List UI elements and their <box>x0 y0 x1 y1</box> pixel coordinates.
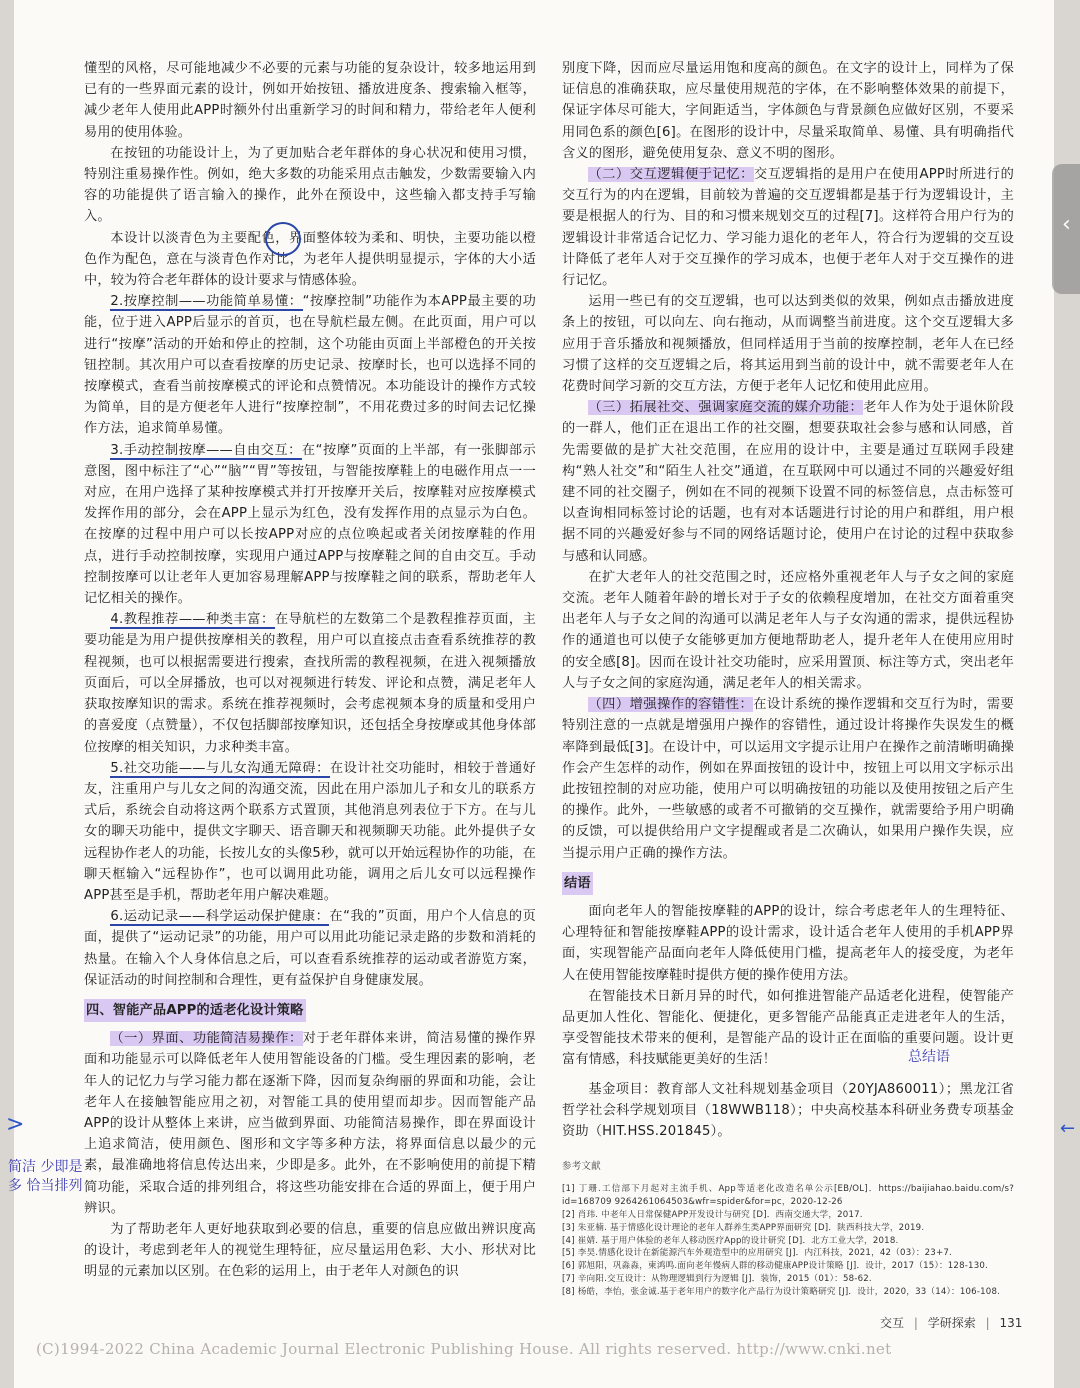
references-title: 参考文献 <box>562 1161 601 1173</box>
subsection-lead: （一）界面、功能简洁易操作： <box>110 1031 303 1047</box>
left-column <box>84 58 536 1283</box>
journal-page <box>14 0 1054 1388</box>
subsection-lead: 3.手动控制按摩——自由交互： <box>110 442 302 458</box>
paragraph <box>84 440 536 610</box>
reference-item: [8] 杨皓，李怡，张金诚.基于老年用户的数字化产品行为设计策略研究 [J]．设计，2020，33（14）：106-108. <box>562 1286 1001 1297</box>
paragraph <box>562 694 1014 864</box>
pen-circle-annotation <box>265 222 301 256</box>
section-heading: 四、智能产品APP的适老化设计策略 <box>84 999 306 1022</box>
paragraph-text: 面向老年人的智能按摩鞋的APP的设计，综合考虑老年人的生理特征、心理特征和智能按摩鞋APP的设计需求，设计适合老年人使用的手机APP界面，实现智能产品面向老年人降低使用门槛，提高老年人的接受度，为老年人在使用智能按摩鞋时提供方便的操作使用方法。 <box>562 903 1014 983</box>
paragraph <box>562 58 1014 164</box>
paragraph-text: 老年人作为处于退休阶段的一群人，他们正在退出工作的社交圈，想要获取社会参与感和认同感，首先需要做的是扩大社交范围，在应用的设计中，主要是通过互联网手段建构“熟人社交”和“陌生人社交”通道，在互联网中可以通过不同的兴趣爱好组建不同的社交圈子，例如在不同的视频下设置不同的标签信息，点击标签可以查询相同标签讨论的话题，也有对本话题进行讨论的用户和群组，用户根据不同的兴趣爱好参与不同的网络话题讨论，使用户在讨论的过程中获取参与感和认同感。 <box>562 400 1014 564</box>
paragraph-text: 别度下降，因而应尽量运用饱和度高的颜色。在文字的设计上，同样为了保证信息的准确获取，应尽量使用规范的字体，在不影响整体效果的前提下，保证字体尽可能大，字间距适当，字体颜色与背景颜色应做好区别，不要采用同色系的颜色[6]。在图形的设计中，尽量采取简单、易懂、具有明确指代含义的图形，避免使用复杂、意义不明的图形。 <box>562 61 1014 161</box>
paragraph-text: 在导航栏的左数第二个是教程推荐页面，主要功能是为用户提供按摩相关的教程，用户可以直接点击查看系统推荐的教程视频，也可以根据需要进行搜索，查找所需的教程视频，在进入视频播放页面后，可以全屏播放，也可以对视频进行转发、评论和点赞，满足老年人获取按摩知识的需求。系统在推荐视频时，会考虑视频本身的质量和受用户的喜爱度（点赞量），不仅包括脚部按摩知识，还包括全身按摩或其他身体部位按摩的相关知识，力求种类丰富。 <box>84 612 536 755</box>
page-number: 131 <box>999 1316 1023 1330</box>
subsection-lead: （四）增强操作的容错性： <box>588 697 754 713</box>
paragraph <box>84 228 536 292</box>
paragraph-text: 为了帮助老年人更好地获取到必要的信息，重要的信息应做出辨识度高的设计，考虑到老年人的视觉生理特征，应尽量运用色彩、大小、形状对比明显的元素加以区别。在色彩的运用上，由于老年人对颜色的识 <box>84 1221 536 1280</box>
arrow-left-icon[interactable]: ← <box>1060 1118 1076 1139</box>
paragraph <box>84 758 536 906</box>
paragraph-text: 对于老年群体来讲，简洁易懂的操作界面和功能显示可以降低老年人使用智能设备的门槛。受生理因素的影响，老年人的记忆力与学习能力都在逐渐下降，因而复杂绚丽的界面和功能，会让老年人在接触智能应用之初，对智能工具的使用望而却步。因而智能产品APP的设计从整体上来讲，应当做到界面、功能简洁易操作，即在界面设计上追求简洁，使用颜色、图形和文字等多种方法，将界面信息以最少的元素，最准确地将信息传达出来，少即是多。此外，在不影响使用的前提下精简功能，采取合适的排列组合，将这些功能安排在合适的界面上，便于用户辨识。 <box>84 1031 536 1216</box>
paragraph <box>562 397 1014 567</box>
paragraph <box>562 567 1014 694</box>
paragraph <box>84 906 536 991</box>
paragraph <box>84 609 536 757</box>
paragraph-text: 运用一些已有的交互逻辑，也可以达到类似的效果，例如点击播放进度条上的按钮，可以向左、向右拖动，从而调整当前进度。这个交互逻辑大多应用于音乐播放和视频播放，但同样适用于当前的按摩控制，老年人在已经习惯了这样的交互逻辑之后，将其运用到当前的设计中，就不需要老年人在花费时间学习新的交互方法，方便于老年人记忆和使用此应用。 <box>562 294 1014 395</box>
paragraph <box>562 164 1014 291</box>
paragraph <box>84 291 536 439</box>
paragraph <box>84 58 536 143</box>
paragraph-text: 在按钮的功能设计上，为了更加贴合老年群体的身心状况和使用习惯，特别注重易操作性。例如，绝大多数的功能采用点击触发，少数需要输入内容的功能提供了语言输入的操作，此外在预设中，这些输入都支持手写输入。 <box>84 145 536 225</box>
reference-item: [4] 崔婧. 基于用户体验的老年人移动医疗App的设计研究 [D]．北方工业大学，2018. <box>562 1235 899 1246</box>
page-footer <box>880 1314 1022 1331</box>
reference-item: [5] 李昊.情感化设计在新能源汽车外观造型中的应用研究 [J]．内江科技，2021，42（03）：23+7. <box>562 1248 952 1259</box>
reference-item: [7] 辛向阳.交互设计：从物理逻辑到行为逻辑 [J]．装饰，2015（01）：58-62. <box>562 1273 872 1284</box>
paragraph <box>84 1028 536 1219</box>
paragraph-text: 在“我的”页面，用户个人信息的页面，提供了“运动记录”的功能，用户可以用此功能记录走路的步数和消耗的热量。在输入个人身体信息之后，可以查看系统推荐的运动或者游览方案，保证活动的时间控制和合理性，更有益保护自身健康发展。 <box>84 909 536 988</box>
paragraph-text: 在扩大老年人的社交范围之时，还应格外重视老年人与子女之间的家庭交流。老年人随着年龄的增长对于子女的依赖程度增加，在社交方面着重突出老年人与子女之间的沟通可以满足老年人与子女沟通的需求，提供远程协作的通道也可以使子女能够更加方便地帮助老人，提升老年人在使用应用时的安全感[8]。因而在设计社交功能时，应采用置顶、标注等方式，突出老年人与子女之间的家庭沟通，满足老年人的相关需求。 <box>562 569 1014 691</box>
paragraph <box>562 291 1014 397</box>
funding-note <box>562 1079 1014 1143</box>
footer-section: 交互 <box>880 1316 905 1330</box>
chevron-right-icon[interactable]: > <box>6 1112 25 1137</box>
references-list <box>562 1183 1014 1298</box>
reference-item: [6] 郭旭阳，巩淼淼，柬鸿鸣.面向老年慢病人群的移动健康APP设计策略 [J]．设计，2017（15）：128-130. <box>562 1261 988 1272</box>
paragraph-text: 在设计社交功能时，相较于普通好友，注重用户与儿女之间的沟通交流，因此在用户添加儿子和女儿的联系方式后，系统会自动将这两个联系方式置顶，其他消息列表位于下方。在与儿女的聊天功能中，提供文字聊天、语音聊天和视频聊天功能。此外提供子女远程协作老人的功能，长按儿女的头像5秒，就可以开始远程协作的功能，在聊天框输入“远程协作”，也可以调用此功能，调用之后儿女可以远程操作APP甚至是手机，帮助老年用户解决难题。 <box>84 760 536 903</box>
reference-item: [2] 肖玮. 中老年人日常保健APP开发设计与研究 [D]．西南交通大学，2017. <box>562 1209 863 1220</box>
subsection-lead: 4.教程推荐——种类丰富： <box>110 612 275 628</box>
paragraph-text: 在“按摩”页面的上半部，有一张脚部示意图，图中标注了“心”“脑”“胃”等按钮，与智能按摩鞋上的电磁作用点一一对应，在用户选择了某种按摩模式并打开按摩开关后，按摩鞋对应按摩模式发挥作用的部分，会在APP上显示为红色，没有发挥作用的点显示为白色。在按摩的过程中用户可以长按APP对应的点位唤起或者关闭按摩鞋的作用点，进行手动控制按摩，实现用户通过APP与按摩鞋之间的自由交互。手动控制按摩可以让老年人更加容易理解APP与按摩鞋之间的联系，帮助老年人记忆相关的操作。 <box>84 442 536 607</box>
right-column <box>562 58 1014 1299</box>
paragraph-text: 本设计以淡青色为主要配色，界面整体较为柔和、明快，主要功能以橙色作为配色，意在与淡青色作对比，为老年人提供明显提示，字体的大小适中，较为符合老年群体的设计要求与情感体验。 <box>84 230 536 289</box>
paragraph-text: 交互逻辑指的是用户在使用APP时所进行的交互行为的内在逻辑，目前较为普遍的交互逻辑都是基于行为逻辑设计，主要是根据人的行为、目的和习惯来规划交互的过程[7]。这样符合用户行为的逻辑设计非常适合记忆力、学习能力退化的老年人，符合行为逻辑的交互设计降低了老年人对于交互操作的学习成本，也便于老年人对于交互操作的进行记忆。 <box>562 167 1014 289</box>
chevron-left-icon[interactable]: ‹ <box>1062 212 1071 237</box>
section-heading: 结语 <box>562 872 593 895</box>
subsection-lead: 2.按摩控制——功能简单易懂： <box>110 294 303 310</box>
subsection-lead: （二）交互逻辑便于记忆： <box>588 167 754 183</box>
paragraph-text: 在设计系统的操作逻辑和交互行为时，需要特别注意的一点就是增强用户操作的容错性，通过设计将操作失误发生的概率降到最低[3]。在设计中，可以运用文字提示让用户在操作之前清晰明确操作会产生怎样的动作，例如在界面按钮的设计中，按钮上可以用文字标示出此按钮控制的对应功能，使用户可以明确按钮的功能以及使用按钮之后产生的操作。此外，一些敏感的或者不可撤销的交互操作，就需要给予用户明确的反馈，可以提供给用户文字提醒或者是二次确认，如果用户操作失误，应当提示用户正确的操作方法。 <box>562 697 1014 861</box>
paragraph-text: 基金项目：教育部人文社科规划基金项目（20YJA860011）；黑龙江省哲学社会科学规划项目（18WWB118）；中央高校基本科研业务费专项基金资助（HIT.HSS.201845）。 <box>562 1081 1014 1139</box>
subsection-lead: 6.运动记录——科学运动保护健康： <box>110 909 330 925</box>
footer-journal: 学研探索 <box>927 1316 976 1330</box>
handwritten-note-left: 简洁 少即是多 恰当排列 <box>8 1159 83 1194</box>
paragraph <box>562 901 1014 986</box>
copyright-watermark: (C)1994-2022 China Academic Journal Electronic Publishing House. All rights reserved. http://www.cnki.net <box>36 1340 892 1358</box>
subsection-lead: （三）拓展社交、强调家庭交流的媒介功能： <box>588 400 864 416</box>
reference-item: [1] 丁珊.工信部下月起对主流手机、App等适老化改造名单公示[EB/OL]．https://baijiahao.baidu.com/s?id=168709 9264261064503&wfr=spider&for=pc，2020-12-26 <box>562 1184 1014 1208</box>
paragraph-text: 懂型的风格，尽可能地减少不必要的元素与功能的复杂设计，较多地运用到已有的一些界面元素的设计，例如开始按钮、播放进度条、搜索输入框等，减少老年人使用此APP时额外付出重新学习的时间和精力，带给老年人便利易用的使用体验。 <box>84 61 536 140</box>
footer-separator: | <box>913 1316 918 1330</box>
subsection-lead: 5.社交功能——与儿女沟通无障碍： <box>110 760 330 776</box>
paragraph-text: “按摩控制”功能作为本APP最主要的功能，位于进入APP后显示的首页，也在导航栏最左侧。在此页面，用户可以进行“按摩”活动的开始和停止的控制，这个功能由页面上半部橙色的开关按钮控制。其次用户可以查看按摩的历史记录、按摩时长，也可以选择不同的按摩模式，查看当前按摩模式的评论和点赞情况。本功能设计的操作方式较为简单，目的是方便老年人进行“按摩控制”，不用花费过多的时间去记忆操作方法，追求简单易懂。 <box>84 294 536 437</box>
reference-item: [3] 朱亚楠. 基于情感化设计理论的老年人群养生类APP界面研究 [D]．陕西科技大学，2019. <box>562 1222 925 1233</box>
paragraph-text: 在智能技术日新月异的时代，如何推进智能产品适老化进程，使智能产品更加人性化、智能化、便捷化，更多智能产品能真正走进老年人的生活，享受智能技术带来的便利，是智能产品的设计正在面临的重要问题。设计更富有情感，科技赋能更美好的生活！ <box>562 988 1014 1068</box>
paragraph <box>84 1219 536 1283</box>
footer-separator: | <box>985 1316 990 1330</box>
paragraph <box>84 143 536 228</box>
handwritten-note-right: 总结语 <box>908 1049 950 1065</box>
